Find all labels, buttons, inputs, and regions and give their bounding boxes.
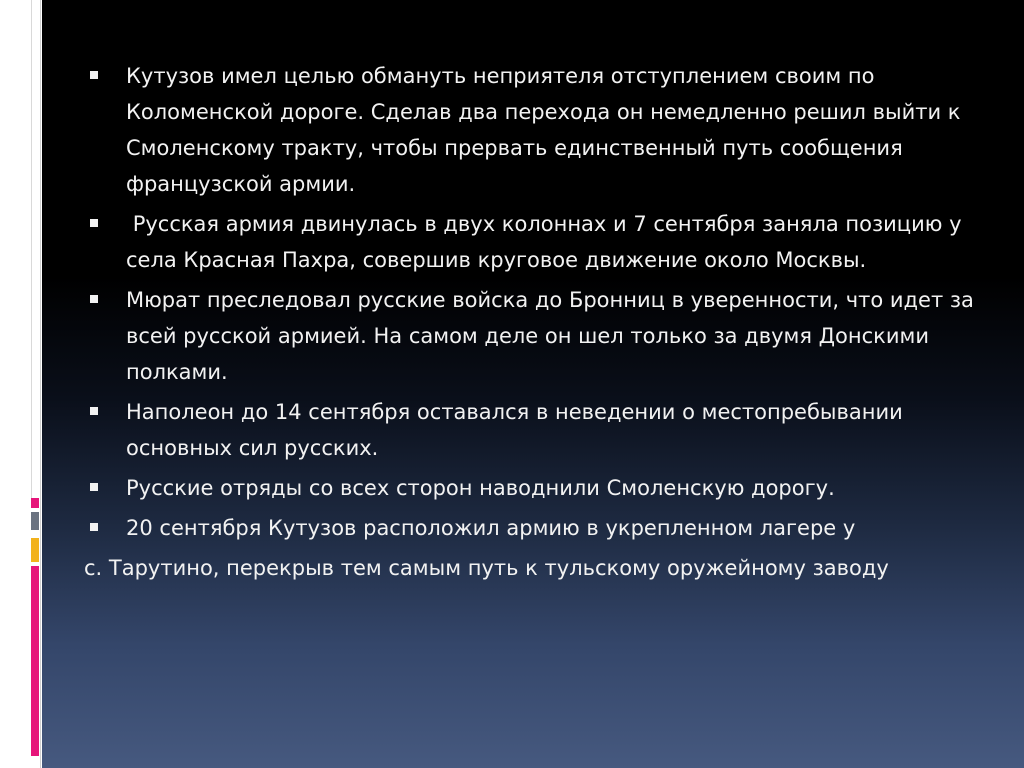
decorative-side-strip	[0, 0, 42, 768]
bullet-text: Наполеон до 14 сентября оставался в неведении о местопребывании основных сил русских.	[126, 400, 903, 460]
decorative-bar-top	[31, 0, 40, 500]
square-bullet-icon	[90, 483, 98, 491]
bullet-text: Мюрат преследовал русские войска до Бронниц в уверенности, что идет за всей русской армией. На самом деле он шел только за двумя Донскими полками.	[126, 288, 974, 384]
bullet-item	[84, 282, 989, 390]
bullet-text: 20 сентября Кутузов расположил армию в укрепленном лагере у	[126, 516, 856, 540]
square-bullet-icon	[90, 295, 98, 303]
decorative-bar-yellow	[31, 538, 39, 562]
square-bullet-icon	[90, 523, 98, 531]
decorative-bar-magenta-small	[31, 498, 39, 508]
slide-content	[84, 58, 989, 586]
bullet-text: Русская армия двинулась в двух колоннах и 7 сентября заняла позицию у села Красная Пахра, совершив круговое движение около Москвы.	[126, 212, 969, 272]
bullet-item	[84, 394, 989, 466]
continuation-text: с. Тарутино, перекрыв тем самым путь к тульскому оружейному заводу	[84, 556, 889, 580]
decorative-bar-magenta-large	[31, 566, 39, 756]
decorative-bar-grey	[31, 512, 39, 530]
bullet-item	[84, 206, 989, 278]
square-bullet-icon	[90, 71, 98, 79]
strip-divider-line	[40, 0, 41, 768]
square-bullet-icon	[90, 407, 98, 415]
bullet-text: Русские отряды со всех сторон наводнили Смоленскую дорогу.	[126, 476, 835, 500]
square-bullet-icon	[90, 219, 98, 227]
bullet-text: Кутузов имел целью обмануть неприятеля отступлением своим по Коломенской дороге. Сделав два перехода он немедленно решил выйти к Смоленскому тракту, чтобы прервать единственный путь сообщения французской армии.	[126, 64, 961, 196]
bullet-item	[84, 470, 989, 506]
bullet-item	[84, 58, 989, 202]
bullet-item	[84, 510, 989, 546]
